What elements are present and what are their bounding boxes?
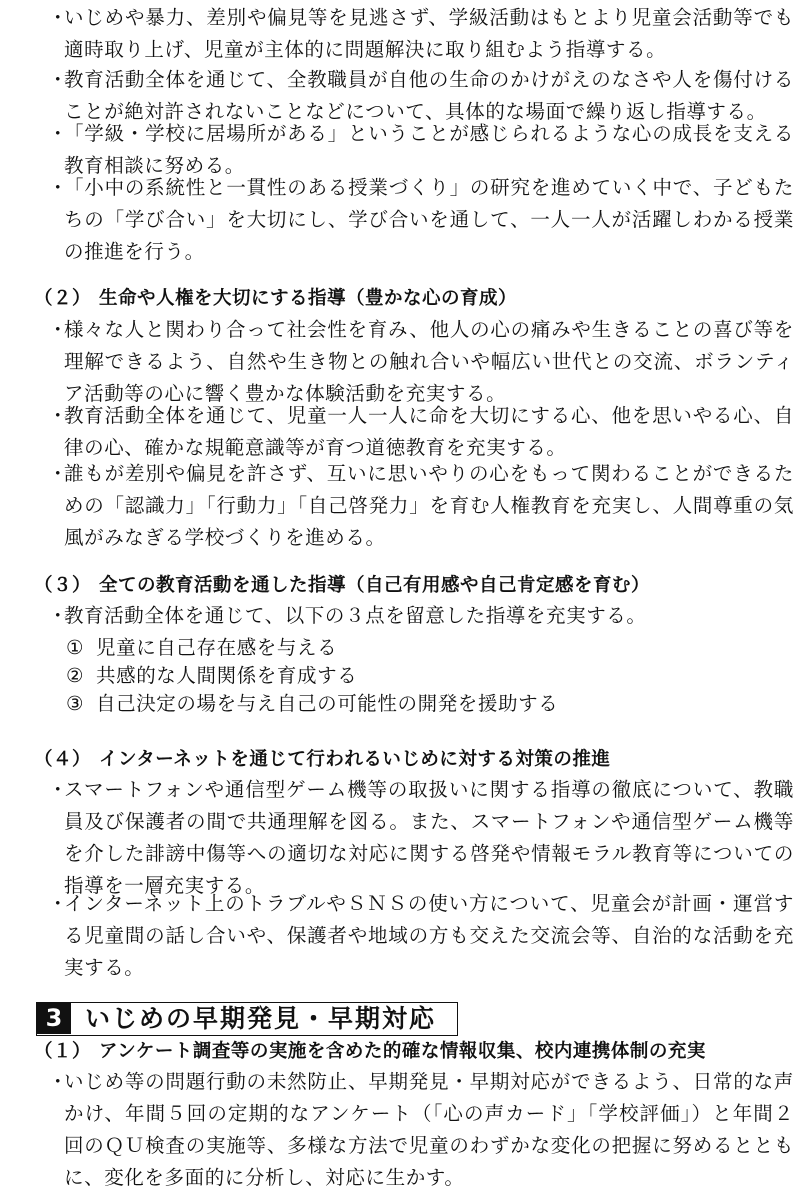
item-text: スマートフォンや通信型ゲーム機等の取扱いに関する指導の徹底について、教職員及び保護者の間で共通理解を図る。また、スマートフォンや通信型ゲーム機等を介した誹謗中傷等への適切な対応に関する啓発や情報モラル教育等についての指導を一層充実する。 [64, 778, 794, 897]
bullet: ・ [48, 892, 69, 915]
item-text: 教育活動全体を通じて、全教職員が自他の生命のかけがえのなさや人を傷付けることが絶対許されないことなどについて、具体的な場面で繰り返し指導する。 [64, 68, 794, 123]
section-number: （１） [34, 1041, 92, 1062]
section-heading-4 [34, 746, 610, 774]
item-text: いじめや暴力、差別や偏見等を見逃さず、学級活動はもとより児童会活動等でも適時取り上げ、児童が主体的に問題解決に取り組むよう指導する。 [64, 6, 794, 61]
section-heading-2 [34, 285, 517, 313]
item-text: 「学級・学校に居場所がある」ということが感じられるような心の成長を支える教育相談に努める。 [64, 122, 794, 177]
bullet: ・ [48, 778, 69, 801]
list-item [46, 1066, 794, 1194]
chapter-number: 3 [37, 1003, 71, 1034]
point-mark: ① [66, 636, 85, 659]
numbered-point [66, 662, 357, 690]
chapter-title: いじめの早期発見・早期対応 [85, 1004, 437, 1033]
bullet: ・ [48, 404, 69, 427]
list-item [46, 400, 794, 464]
section-number: （４） [34, 749, 92, 770]
point-text: 自己決定の場を与え自己の可能性の開発を援助する [96, 692, 559, 715]
numbered-point [66, 690, 558, 718]
section-title: インターネットを通じて行われるいじめに対する対策の推進 [99, 749, 611, 770]
list-item [46, 172, 794, 268]
bullet: ・ [48, 6, 69, 29]
point-text: 共感的な人間関係を育成する [96, 664, 358, 687]
list-item [46, 600, 794, 632]
section-number: （３） [34, 575, 92, 596]
bullet: ・ [48, 318, 69, 341]
section-heading-3 [34, 572, 650, 600]
item-text: 教育活動全体を通じて、児童一人一人に命を大切にする心、他を思いやる心、自律の心、確かな規範意識等が育つ道徳教育を充実する。 [64, 404, 794, 459]
list-item [46, 888, 794, 984]
item-text: インターネット上のトラブルやＳＮＳの使い方について、児童会が計画・運営する児童間の話し合いや、保護者や地域の方も交えた交流会等、自治的な活動を充実する。 [64, 892, 794, 979]
bullet: ・ [48, 1070, 69, 1093]
point-mark: ② [66, 664, 85, 687]
numbered-point [66, 634, 337, 662]
section-title: 全ての教育活動を通した指導（自己有用感や自己肯定感を育む） [99, 575, 651, 596]
chapter-heading [36, 1002, 458, 1036]
section-number: （２） [34, 288, 92, 309]
bullet: ・ [48, 604, 69, 627]
section-heading-3-1 [34, 1038, 706, 1066]
bullet: ・ [48, 176, 69, 199]
section-title: 生命や人権を大切にする指導（豊かな心の育成） [99, 288, 518, 309]
bullet: ・ [48, 122, 69, 145]
item-text: 誰もが差別や偏見を許さず、互いに思いやりの心をもって関わることができるための「認識力」「行動力」「自己啓発力」を育む人権教育を充実し、人間尊重の気風がみなぎる学校づくりを進める。 [64, 462, 794, 549]
item-text: 教育活動全体を通じて、以下の３点を留意した指導を充実する。 [64, 604, 647, 627]
list-item [46, 458, 794, 554]
list-item [46, 774, 794, 902]
item-text: いじめ等の問題行動の未然防止、早期発見・早期対応ができるよう、日常的な声かけ、年間５回の定期的なアンケート（「心の声カード」「学校評価」）と年間２回のＱＵ検査の実施等、多様な方法で児童のわずかな変化の把握に努めるとともに、変化を多面的に分析し、対応に生かす。 [64, 1070, 794, 1189]
point-text: 児童に自己存在感を与える [96, 636, 338, 659]
item-text: 「小中の系統性と一貫性のある授業づくり」の研究を進めていく中で、子どもたちの「学び合い」を大切にし、学び合いを通して、一人一人が活躍しわかる授業の推進を行う。 [64, 176, 794, 263]
point-mark: ③ [66, 692, 85, 715]
list-item [46, 314, 794, 410]
item-text: 様々な人と関わり合って社会性を育み、他人の心の痛みや生きることの喜び等を理解できるよう、自然や生き物との触れ合いや幅広い世代との交流、ボランティア活動等の心に響く豊かな体験活動を充実する。 [64, 318, 794, 405]
bullet: ・ [48, 68, 69, 91]
section-title: アンケート調査等の実施を含めた的確な情報収集、校内連携体制の充実 [99, 1041, 706, 1062]
list-item [46, 2, 794, 66]
bullet: ・ [48, 462, 69, 485]
